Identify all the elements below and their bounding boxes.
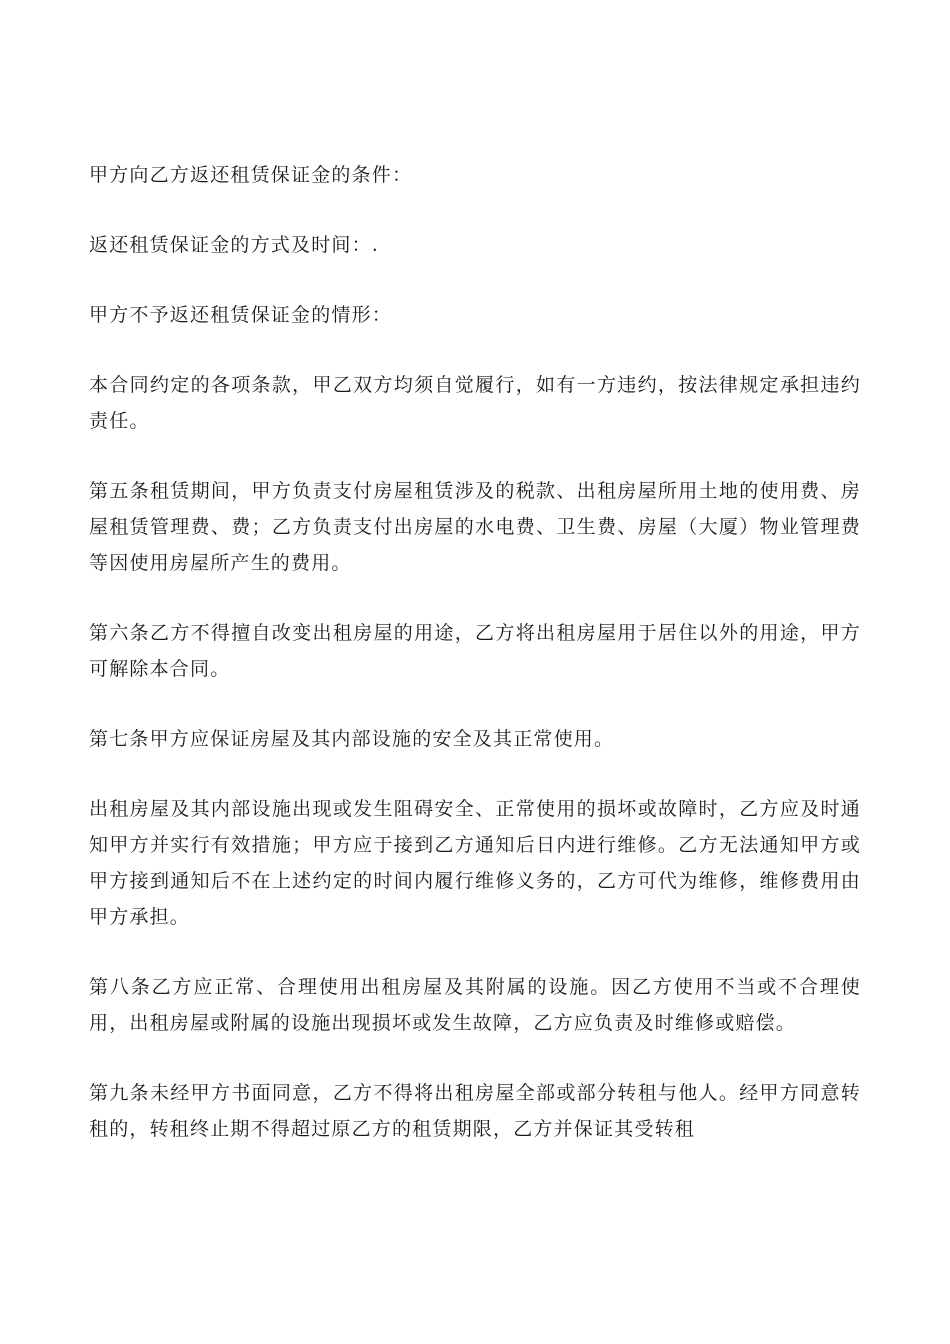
- paragraph-deposit-no-return: 甲方不予返还租赁保证金的情形：: [89, 304, 393, 326]
- paragraph-breach-liability: 本合同约定的各项条款，甲乙双方均须自觉履行，如有一方违约，按法律规定承担违约责任。: [89, 374, 861, 432]
- paragraph-repair-obligation: 出租房屋及其内部设施出现或发生阻碍安全、正常使用的损坏或故障时，乙方应及时通知甲方并实行有效措施；甲方应于接到乙方通知后日内进行维修。乙方无法通知甲方或甲方接到通知后不在上述约定的时间内履行维修义务的，乙方可代为维修，维修费用由甲方承担。: [89, 798, 861, 928]
- paragraph-article-5: 第五条租赁期间，甲方负责支付房屋租赁涉及的税款、出租房屋所用土地的使用费、房屋租赁管理费、费；乙方负责支付出房屋的水电费、卫生费、房屋（大厦）物业管理费等因使用房屋所产生的费用。: [89, 480, 861, 574]
- paragraph-article-7: 第七条甲方应保证房屋及其内部设施的安全及其正常使用。: [89, 728, 615, 750]
- paragraph-article-6: 第六条乙方不得擅自改变出租房屋的用途，乙方将出租房屋用于居住以外的用途，甲方可解除本合同。: [89, 622, 861, 680]
- document-body: [89, 157, 861, 1181]
- paragraph-article-9: 第九条未经甲方书面同意，乙方不得将出租房屋全部或部分转租与他人。经甲方同意转租的，转租终止期不得超过原乙方的租赁期限，乙方并保证其受转租: [89, 1082, 861, 1140]
- paragraph-deposit-return-method: 返还租赁保证金的方式及时间：.: [89, 234, 380, 256]
- paragraph-deposit-return-conditions: 甲方向乙方返还租赁保证金的条件：: [89, 164, 413, 186]
- paragraph-article-8: 第八条乙方应正常、合理使用出租房屋及其附属的设施。因乙方使用不当或不合理使用，出租房屋或附属的设施出现损坏或发生故障，乙方应负责及时维修或赔偿。: [89, 976, 861, 1034]
